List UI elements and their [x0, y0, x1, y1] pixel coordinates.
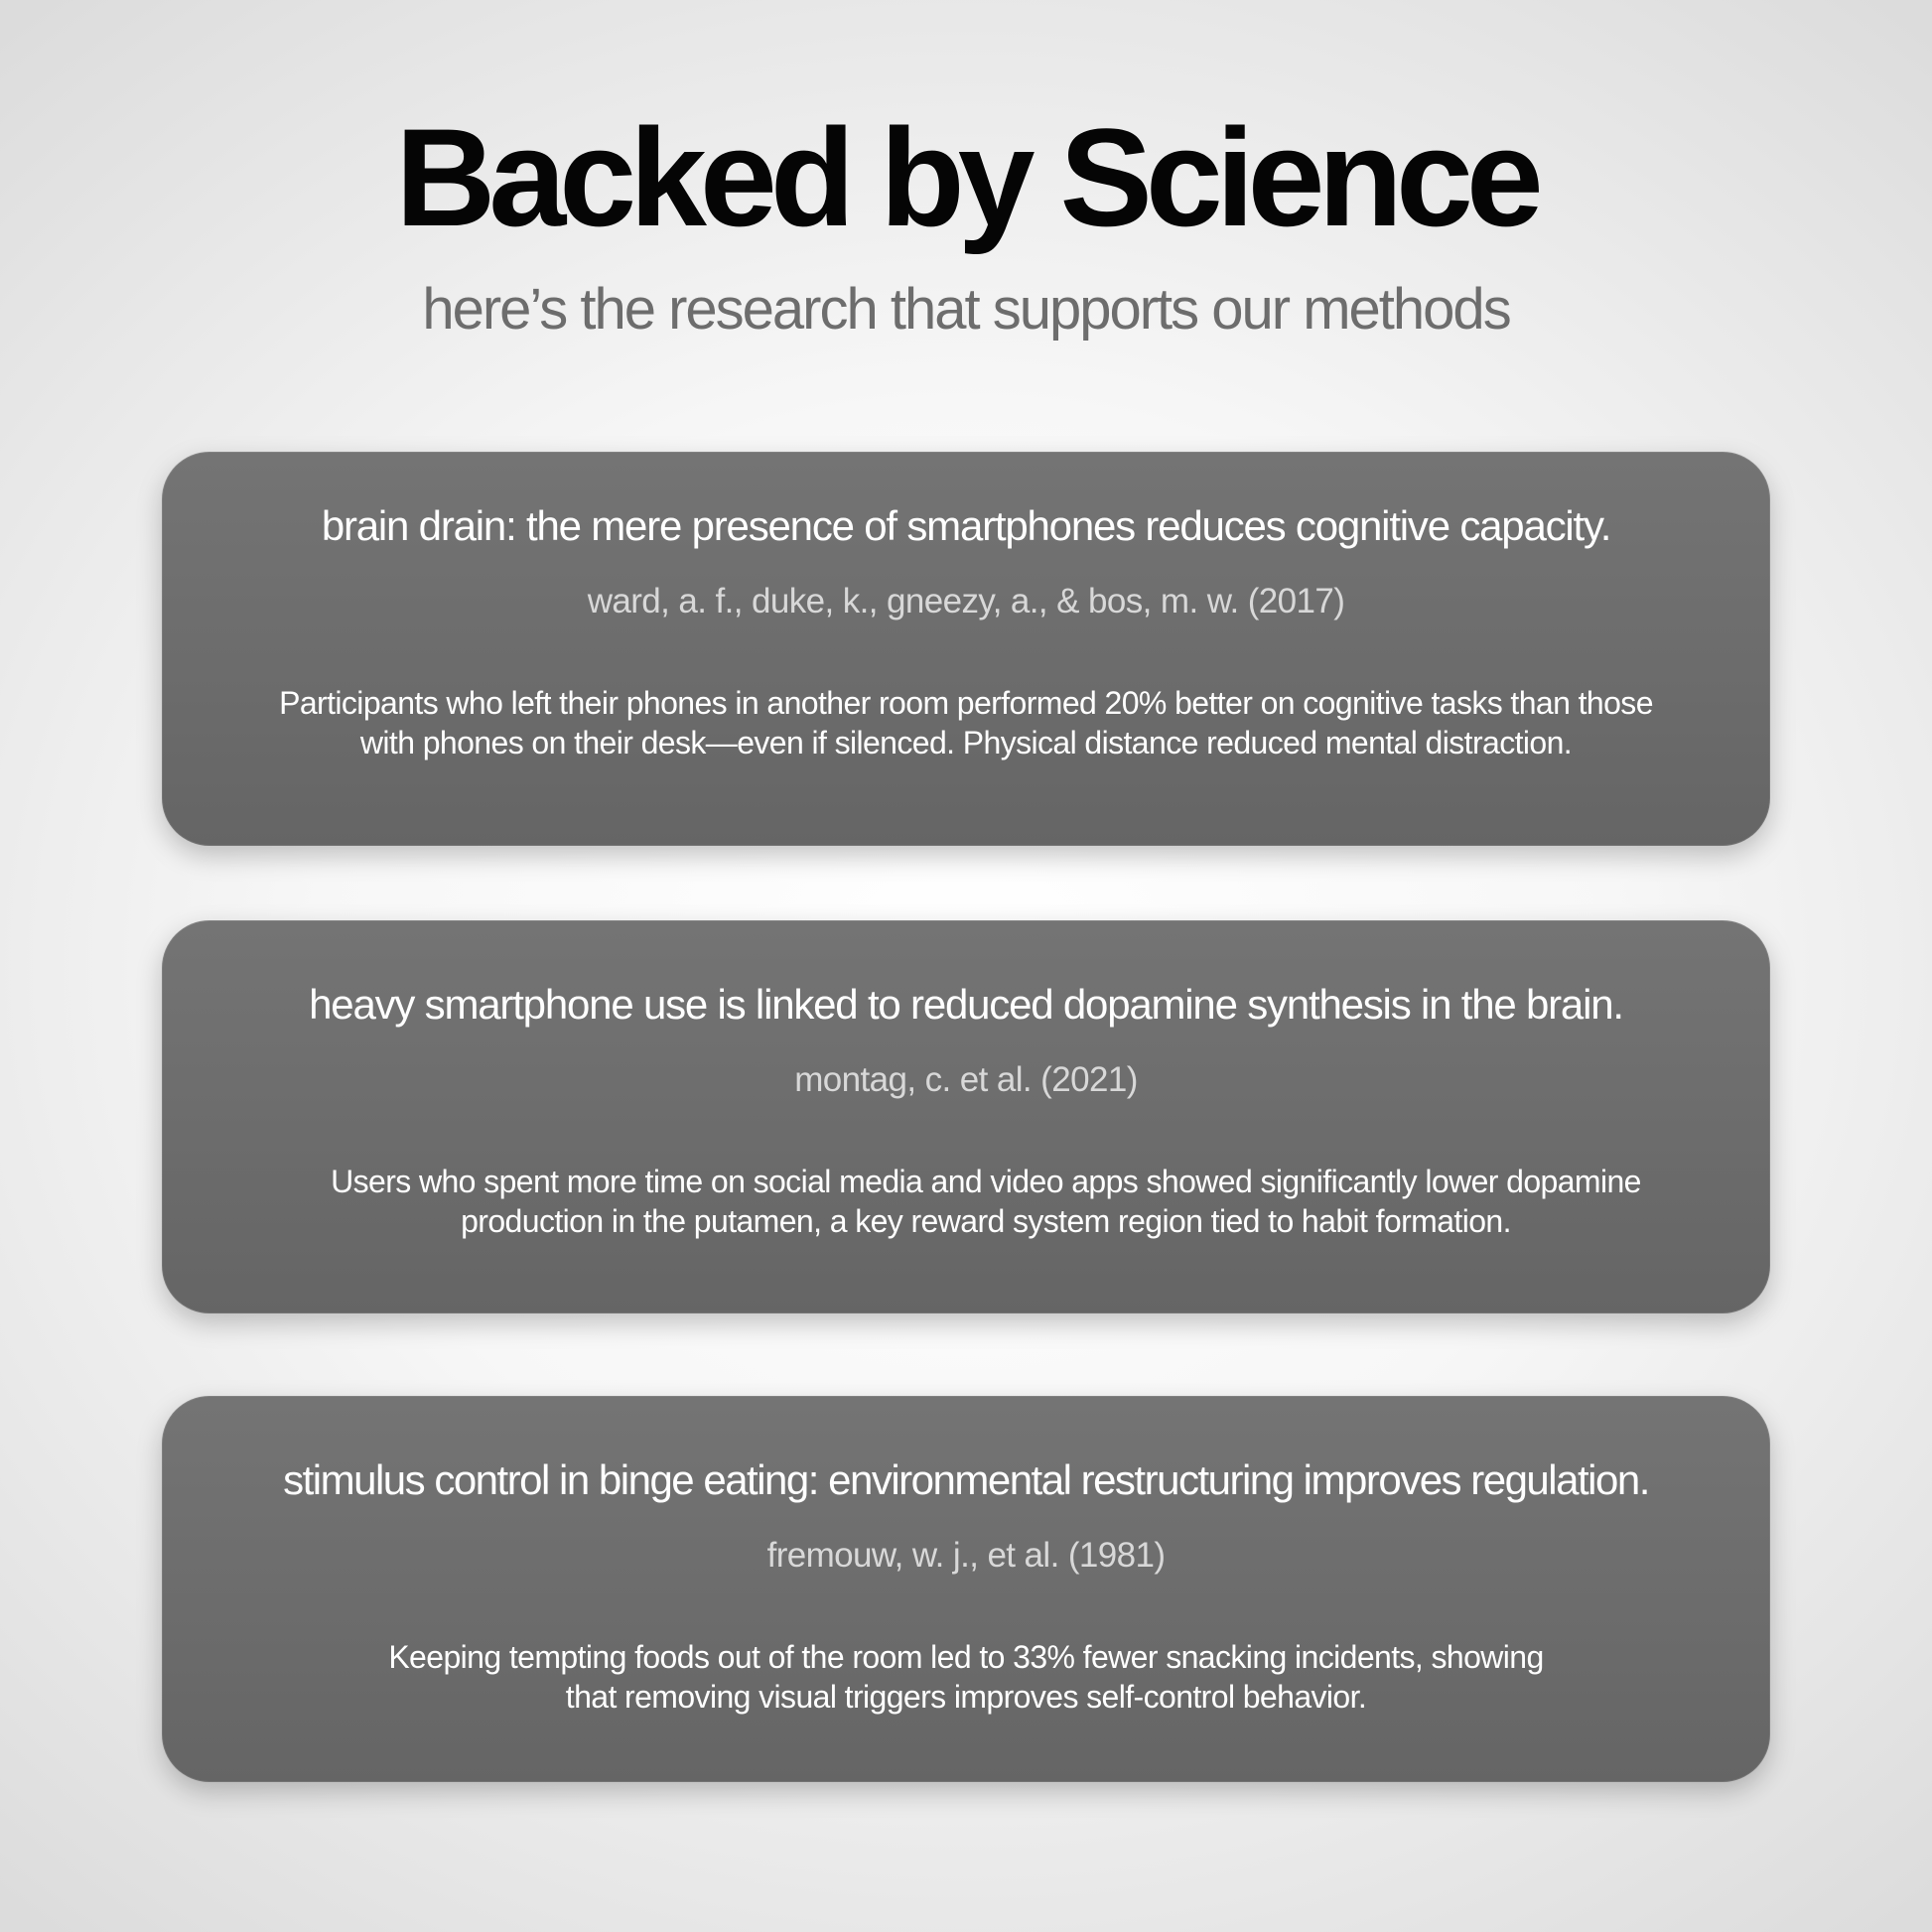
- page-title: Backed by Science: [395, 99, 1537, 255]
- study-title: stimulus control in binge eating: environmental restructuring improves regulation.: [283, 1456, 1649, 1503]
- study-title: brain drain: the mere presence of smartphones reduces cognitive capacity.: [321, 502, 1611, 549]
- study-summary: Users who spent more time on social media and video apps showed significantly lower dopamine production in the putamen, a key reward system region tied to habit formation.: [331, 1164, 1641, 1239]
- study-summary: Participants who left their phones in another room performed 20% better on cognitive tasks than those with phones on their desk—even if silenced. Physical distance reduced mental distraction.: [279, 685, 1653, 760]
- study-summary: Keeping tempting foods out of the room led to 33% fewer snacking incidents, showing that removing visual triggers improves self-control behavior.: [388, 1639, 1544, 1715]
- study-card: [162, 1396, 1770, 1782]
- study-card: [162, 452, 1770, 846]
- study-title: heavy smartphone use is linked to reduced dopamine synthesis in the brain.: [309, 981, 1623, 1028]
- page-subtitle: here’s the research that supports our methods: [422, 277, 1510, 342]
- study-citation: fremouw, w. j., et al. (1981): [766, 1536, 1166, 1575]
- study-citation: ward, a. f., duke, k., gneezy, a., & bos, m. w. (2017): [587, 582, 1345, 621]
- study-card: [162, 920, 1770, 1313]
- study-citation: montag, c. et al. (2021): [794, 1060, 1138, 1099]
